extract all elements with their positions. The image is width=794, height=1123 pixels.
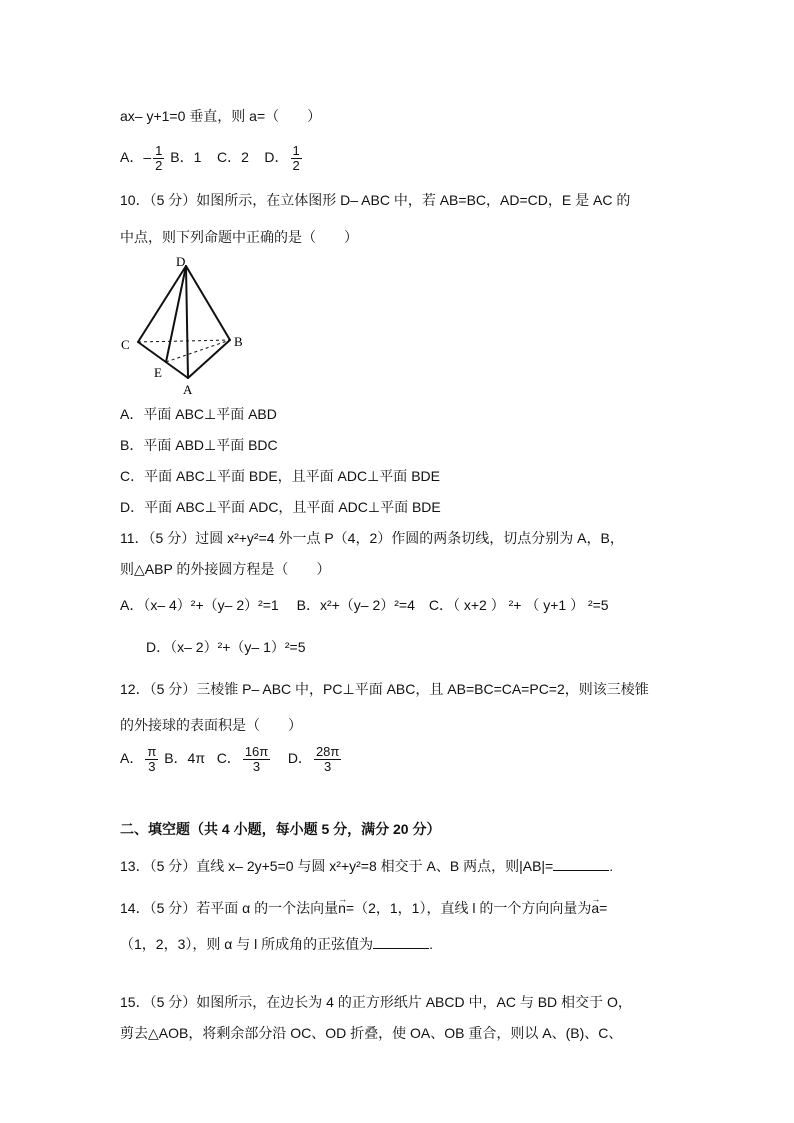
- q10-stem-line-1: 10．（5 分）如图所示，在立体图形 D– ABC 中，若 AB=BC，AD=CD，E 是 AC 的: [120, 192, 631, 208]
- q9-option-a-sign: –: [143, 149, 152, 166]
- edge-ca: [138, 342, 188, 378]
- q11-options-line-2: D．（x– 2）²+（y– 1）²=5: [146, 639, 306, 655]
- q13-stem: 13．（5 分）直线 x– 2y+5=0 与圆 x²+y²=8 相交于 A、B 两点，则|AB|= .: [120, 858, 614, 874]
- vector-n-symbol: → n: [338, 898, 346, 918]
- q9-option-d-fraction: $\frac{1}{2}$: [292, 143, 300, 173]
- q11-options-line-1: A．（x– 4）²+（y– 2）²=1 B．x²+（y– 2）²=4 C．（ x+2 ） ²+ （ y+1 ） ²=5: [120, 597, 609, 613]
- q12-option-b: B．4π: [164, 750, 206, 767]
- label-a: A: [183, 382, 193, 397]
- edge-db: [186, 266, 230, 340]
- q12-option-d-fraction: $\frac{28\pi}{3}$: [315, 744, 340, 774]
- q10-tetrahedron-figure: [118, 252, 258, 397]
- vector-a-symbol: → a: [591, 898, 599, 918]
- label-c: C: [121, 337, 130, 352]
- q10-option-d: D．平面 ABC⊥平面 ADC，且平面 ADC⊥平面 BDE: [120, 499, 441, 515]
- q9-option-d-label: D．: [264, 149, 289, 166]
- q14-stem-line-2: （1，2，3），则 α 与 l 所成角的正弦值为 .: [120, 936, 434, 952]
- q15-stem-line-1: 15．（5 分）如图所示，在边长为 4 的正方形纸片 ABCD 中，AC 与 BD 相交于 O，: [120, 994, 632, 1010]
- q9-stem-line: ax– y+1=0 垂直，则 a=（ ）: [120, 108, 322, 124]
- edge-da: [186, 266, 188, 378]
- q12-options: [120, 745, 343, 774]
- q9-option-b: B．1: [170, 149, 202, 166]
- q12-option-d-label: D．: [287, 750, 312, 767]
- label-d: D: [176, 254, 186, 269]
- q9-option-a-label: A．: [120, 149, 144, 166]
- edge-eb-hidden: [166, 340, 230, 362]
- q15-stem-line-2: 剪去△AOB，将剩余部分沿 OC、OD 折叠，使 OA、OB 重合，则以 A、(B)、C、: [120, 1025, 623, 1041]
- q10-option-b: B．平面 ABD⊥平面 BDC: [120, 437, 278, 453]
- q12-option-c-fraction: $\frac{16\pi}{3}$: [244, 744, 269, 774]
- label-b: B: [234, 334, 243, 349]
- q13-answer-blank: [553, 856, 609, 871]
- q10-stem-line-2: 中点，则下列命题中正确的是（ ）: [120, 229, 358, 245]
- q12-option-a-label: A．: [120, 750, 144, 767]
- q11-stem-line-1: 11．（5 分）过圆 x²+y²=4 外一点 P（4，2）作圆的两条切线，切点分别为 A，B，: [120, 530, 624, 546]
- edge-cb-hidden: [138, 340, 230, 342]
- q11-stem-line-2: 则△ABP 的外接圆方程是（ ）: [120, 561, 331, 577]
- q12-stem-line-1: 12．（5 分）三棱锥 P– ABC 中，PC⊥平面 ABC，且 AB=BC=CA=PC=2，则该三棱锥: [120, 681, 649, 697]
- q12-option-a-fraction: $\frac{\pi}{3}$: [147, 744, 157, 774]
- q14-stem-line-1: 14．（5 分）若平面 α 的一个法向量→ n=（2，1，1），直线 l 的一个方向向量为→ a=: [120, 898, 607, 918]
- q10-option-a: A．平面 ABC⊥平面 ABD: [120, 406, 277, 422]
- q9-options: [120, 144, 304, 173]
- q9-option-a-fraction: $\frac{1}{2}$: [155, 143, 163, 173]
- section-2-title: 二、填空题（共 4 小题，每小题 5 分，满分 20 分）: [120, 821, 441, 837]
- q14-answer-blank: [373, 934, 429, 949]
- q12-option-c-label: C．: [216, 750, 241, 767]
- edge-ab: [188, 340, 230, 378]
- q10-option-c: C．平面 ABC⊥平面 BDE，且平面 ADC⊥平面 BDE: [120, 468, 440, 484]
- q12-stem-line-2: 的外接球的表面积是（ ）: [120, 717, 302, 733]
- q9-option-c: C．2: [216, 149, 249, 166]
- label-e: E: [154, 365, 162, 380]
